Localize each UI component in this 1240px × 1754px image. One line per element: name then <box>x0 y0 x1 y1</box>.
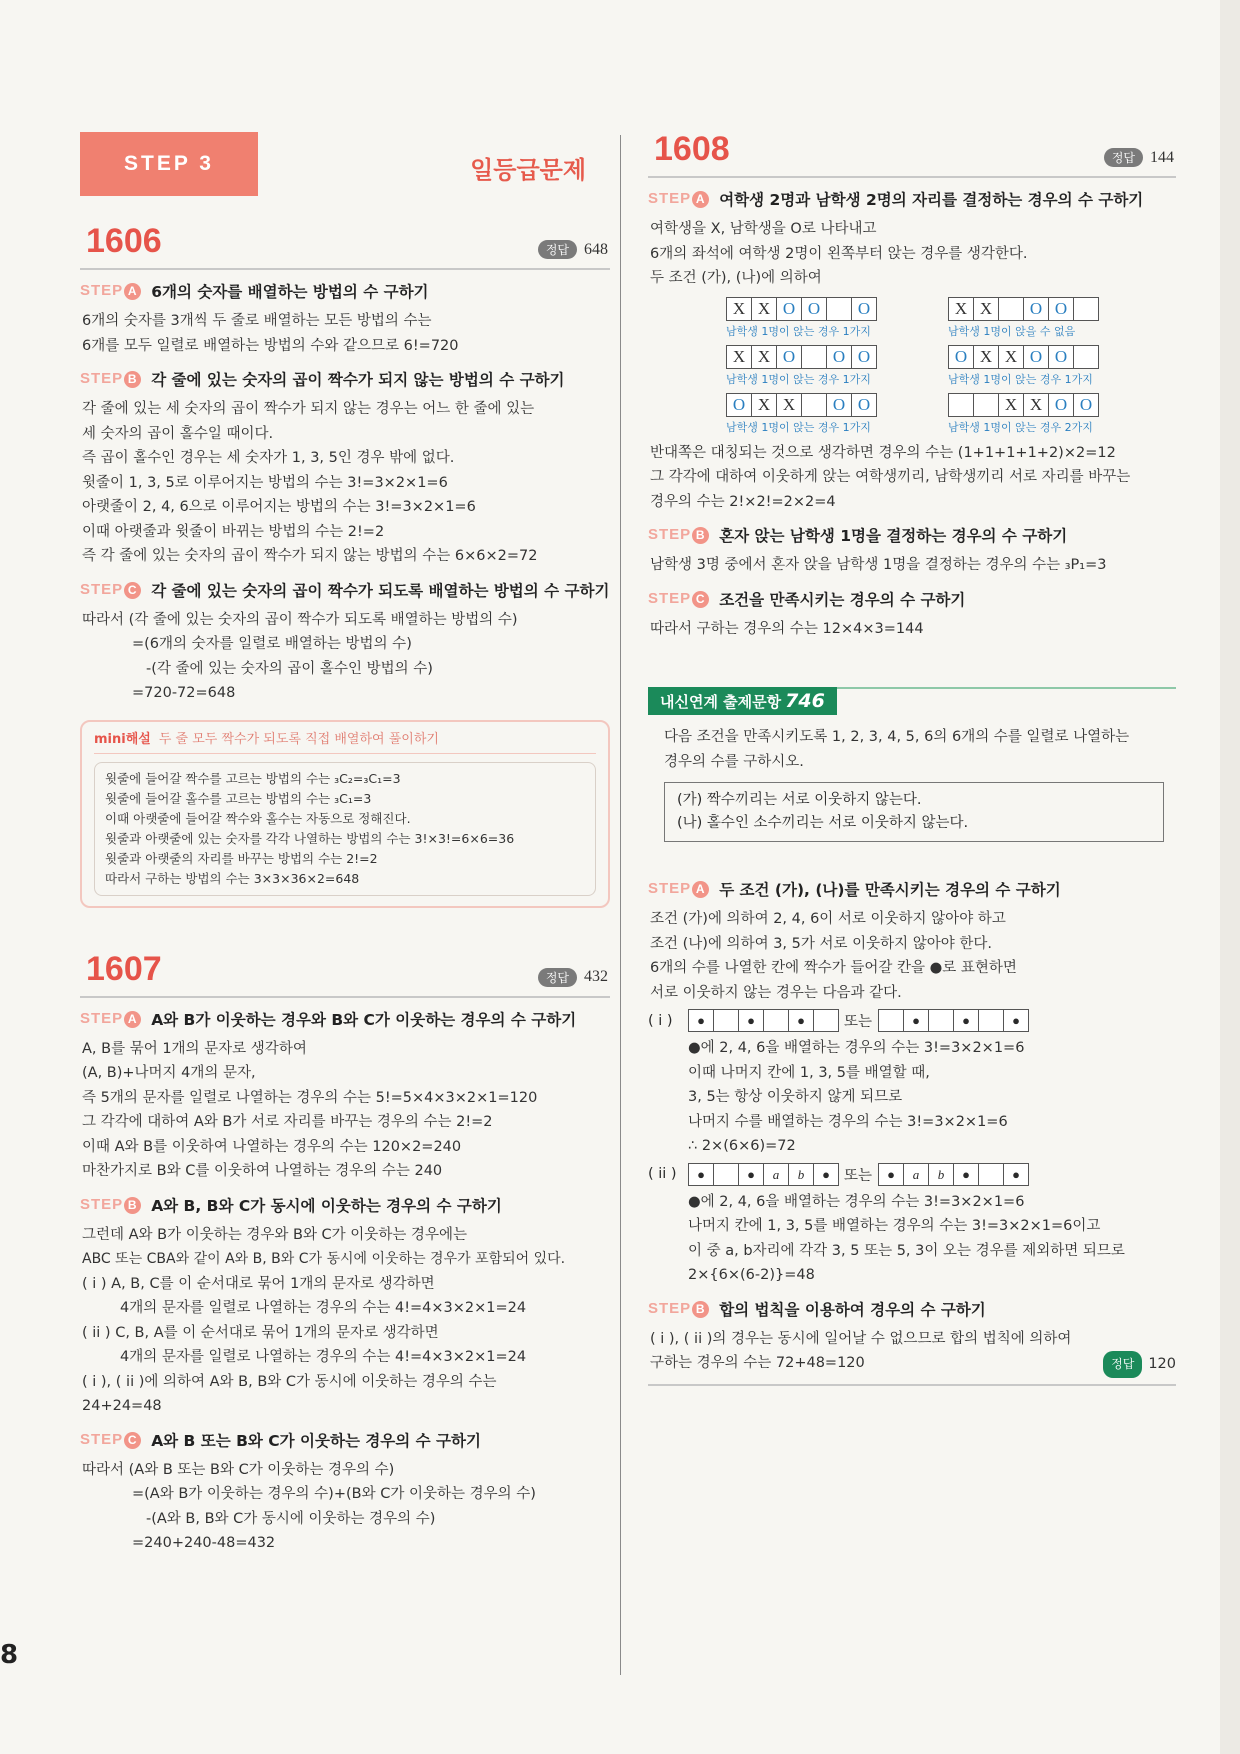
text-line: 마찬가지로 B와 C를 이웃하여 나열하는 경우의 수는 240 <box>82 1163 443 1179</box>
empty-slot <box>713 1009 739 1032</box>
step3-box <box>80 132 258 196</box>
answer-value: 648 <box>584 240 608 258</box>
text-line: 즉 곱이 홀수인 경우는 세 숫자가 1, 3, 5인 경우 밖에 없다. <box>82 450 455 466</box>
seat <box>998 297 1024 321</box>
problem-1608-header <box>648 130 1176 178</box>
or-text: 또는 <box>844 1167 873 1184</box>
answer-pill: 정답 <box>538 968 577 987</box>
seat: X <box>726 297 752 321</box>
text-line: 이때 아랫줄에 들어갈 짝수와 홀수는 자동으로 정해진다. <box>105 810 411 826</box>
problem-number: 1606 <box>86 222 162 260</box>
seat-caption: 남학생 1명이 앉는 경우 1가지 <box>726 324 871 338</box>
condition-box <box>664 782 1164 842</box>
even-slot: ● <box>788 1009 814 1032</box>
step-label: STEP A <box>648 880 715 898</box>
empty-slot <box>928 1009 954 1032</box>
text-line: =(A와 B가 이웃하는 경우의 수)+(B와 C가 이웃하는 경우의 수) <box>132 1486 536 1502</box>
text-line: 24+24=48 <box>82 1398 162 1414</box>
even-slot: ● <box>878 1163 904 1186</box>
step-label: STEP C <box>80 581 147 599</box>
seat: X <box>1023 393 1049 417</box>
answer-pill: 정답 <box>1104 148 1143 167</box>
seat-row <box>948 297 1098 321</box>
step-label: STEP A <box>648 190 715 208</box>
step-label: STEP A <box>80 1010 147 1028</box>
condition-1: (가) 짝수끼리는 서로 이웃하지 않는다. <box>677 792 922 808</box>
text-line: 6개를 모두 일렬로 배열하는 방법의 수와 같으므로 6!=720 <box>82 337 459 354</box>
answer-value: 144 <box>1150 148 1174 166</box>
seat: X <box>998 345 1024 369</box>
naesin-header: 내신연계 출제문항 746 <box>648 687 837 715</box>
seat: O <box>1023 345 1049 369</box>
step-c-heading <box>80 1431 610 1452</box>
step-title: 각 줄에 있는 숫자의 곱이 짝수가 되도록 배열하는 방법의 수 구하기 <box>151 581 610 600</box>
or-text: 또는 <box>844 1014 873 1030</box>
text-line: 서로 이웃하지 않는 경우는 다음과 같다. <box>650 984 902 1001</box>
step-a-heading <box>648 880 1176 901</box>
even-slot: ● <box>953 1163 979 1186</box>
text-line: 윗줄이 1, 3, 5로 이루어지는 방법의 수는 3!=3×2×1=6 <box>82 474 448 491</box>
step-label: STEP A <box>80 282 147 300</box>
page-edge <box>1220 0 1240 1754</box>
seat: X <box>751 345 777 369</box>
naesin-solution <box>648 880 1176 1386</box>
step-label: STEP B <box>648 1300 715 1318</box>
seat <box>1073 345 1099 369</box>
step-b-heading <box>80 1196 610 1217</box>
text-line: 즉 5개의 문자를 일렬로 나열하는 경우의 수는 5!=5×4×3×2×1=120 <box>82 1089 538 1106</box>
text-line: 경우의 수는 2!×2!=2×2=4 <box>650 493 836 510</box>
seat-row <box>948 393 1098 417</box>
step-title: A와 B 또는 B와 C가 이웃하는 경우의 수 구하기 <box>151 1431 481 1450</box>
text-line: 조건 (가)에 의하여 2, 4, 6이 서로 이웃하지 않아야 하고 <box>650 911 1006 927</box>
seat <box>826 297 852 321</box>
step-label: STEP B <box>648 526 715 544</box>
seat: O <box>826 345 852 369</box>
answer-value: 432 <box>584 968 608 985</box>
section-header <box>80 130 610 208</box>
text-line: A, B를 묶어 1개의 문자로 생각하여 <box>82 1040 307 1057</box>
seat <box>801 345 827 369</box>
case-i-diagram <box>648 1009 1176 1032</box>
even-slot: ● <box>688 1163 714 1186</box>
right-column <box>648 130 1176 1386</box>
even-slot: ● <box>953 1009 979 1032</box>
step-title: 혼자 앉는 남학생 1명을 결정하는 경우의 수 구하기 <box>719 527 1068 545</box>
answer-pill: 정답 <box>538 240 577 259</box>
empty-slot <box>878 1009 904 1032</box>
text-line: 따라서 (각 줄에 있는 숫자의 곱이 짝수가 되도록 배열하는 방법의 수) <box>82 611 518 628</box>
seat: X <box>973 345 999 369</box>
section-title: 일등급문제 <box>470 156 586 184</box>
step-a-heading <box>648 190 1176 211</box>
text-line: ( i ), ( ii )에 의하여 A와 B, B와 C가 동시에 이웃하는 경우의 수는 <box>82 1373 497 1390</box>
text-line: 여학생을 X, 남학생을 O로 나타내고 <box>650 221 877 237</box>
text-line: ( i ), ( ii )의 경우는 동시에 일어날 수 없으므로 합의 법칙에 의하여 <box>650 1330 1072 1347</box>
step-c-heading <box>80 581 610 602</box>
slot-a: a <box>763 1163 789 1186</box>
empty-slot <box>763 1009 789 1032</box>
seat <box>801 393 827 417</box>
seat-arrangement <box>948 297 1148 339</box>
text-line: 윗줄과 아랫줄에 있는 숫자를 각각 나열하는 방법의 수는 3!×3!=6×6=36 <box>105 830 515 846</box>
mini-title: 두 줄 모두 짝수가 되도록 직접 배열하여 풀이하기 <box>158 731 439 747</box>
seat-row <box>948 345 1098 369</box>
even-slot: ● <box>1003 1163 1029 1186</box>
seat-arrangement <box>948 393 1148 435</box>
case-ii-diagram <box>648 1163 1176 1186</box>
seat: X <box>751 297 777 321</box>
problem-number: 1608 <box>654 130 730 168</box>
problem-number: 1607 <box>86 949 162 988</box>
case-label: ( i ) <box>648 1012 673 1029</box>
even-slot: ● <box>688 1009 714 1032</box>
problem-1607-header <box>80 950 610 998</box>
step-label: STEP B <box>80 1196 147 1214</box>
mini-explanation <box>80 720 610 908</box>
step-title: 합의 법칙을 이용하여 경우의 수 구하기 <box>719 1300 986 1319</box>
text-line: 2×{6×(6-2)}=48 <box>688 1267 815 1283</box>
text-line: 그런데 A와 B가 이웃하는 경우와 B와 C가 이웃하는 경우에는 <box>82 1226 467 1243</box>
text-line: 그 각각에 대하여 이웃하게 앉는 여학생끼리, 남학생끼리 서로 자리를 바꾸는 <box>650 469 1131 485</box>
text-line: ABC 또는 CBA와 같이 A와 B, B와 C가 동시에 이웃하는 경우가 포함되어 있다. <box>82 1251 566 1267</box>
left-column <box>80 130 610 1556</box>
text-line: 두 조건 (가), (나)에 의하여 <box>650 270 822 286</box>
arrangement-bar <box>688 1009 838 1032</box>
text-line: 남학생 3명 중에서 혼자 앉을 남학생 1명을 결정하는 경우의 수는 ₃P₁=3 <box>650 557 1107 573</box>
seat: X <box>776 393 802 417</box>
seat: O <box>948 345 974 369</box>
step-title: 두 조건 (가), (나)를 만족시키는 경우의 수 구하기 <box>719 881 1061 899</box>
seat: O <box>1048 393 1074 417</box>
answer-badge <box>538 240 608 259</box>
seat <box>1073 297 1099 321</box>
step-title: A와 B, B와 C가 동시에 이웃하는 경우의 수 구하기 <box>151 1196 502 1215</box>
seat: X <box>973 297 999 321</box>
empty-slot <box>713 1163 739 1186</box>
text-line: =720-72=648 <box>132 685 236 701</box>
slot-b: b <box>788 1163 814 1186</box>
text-line: 이때 A와 B를 이웃하여 나열하는 경우의 수는 120×2=240 <box>82 1138 462 1155</box>
seat-arrangement <box>726 345 926 387</box>
seat-caption: 남학생 1명이 앉는 경우 1가지 <box>948 372 1093 386</box>
step-a-heading <box>80 1010 610 1031</box>
arrangement-bar <box>878 1009 1028 1032</box>
seat-arrangement <box>948 345 1148 387</box>
step-b-heading <box>80 370 610 391</box>
text-line: 6개의 숫자를 3개씩 두 줄로 배열하는 모든 방법의 수는 <box>82 313 432 329</box>
seat-caption: 남학생 1명이 앉는 경우 2가지 <box>948 420 1093 434</box>
seat: O <box>851 393 877 417</box>
even-slot: ● <box>903 1009 929 1032</box>
text-line: =(6개의 숫자를 일렬로 배열하는 방법의 수) <box>132 636 412 652</box>
text-line: ●에 2, 4, 6을 배열하는 경우의 수는 3!=3×2×1=6 <box>688 1193 1025 1210</box>
seat: O <box>1048 345 1074 369</box>
seat-caption: 남학생 1명이 앉는 경우 1가지 <box>726 420 871 434</box>
seat: O <box>776 345 802 369</box>
step-title: 조건을 만족시키는 경우의 수 구하기 <box>719 590 966 609</box>
text-line: 그 각각에 대하여 A와 B가 서로 자리를 바꾸는 경우의 수는 2!=2 <box>82 1114 493 1130</box>
seat-caption: 남학생 1명이 앉을 수 없음 <box>948 324 1076 338</box>
answer-value: 120 <box>1148 1356 1176 1372</box>
divider <box>648 1384 1176 1386</box>
step3-label: STEP 3 <box>124 152 214 175</box>
text-line: 아랫줄이 2, 4, 6으로 이루어지는 방법의 수는 3!=3×2×1=6 <box>82 499 476 515</box>
text-line: 각 줄에 있는 세 숫자의 곱이 짝수가 되지 않는 경우는 어느 한 줄에 있는 <box>82 401 535 417</box>
answer-badge <box>538 968 608 987</box>
seat: O <box>851 297 877 321</box>
text-line: -(A와 B, B와 C가 동시에 이웃하는 경우의 수) <box>146 1510 436 1527</box>
step-label: STEP B <box>80 370 147 388</box>
final-answer-line <box>650 1351 1176 1378</box>
text-line: 이때 나머지 칸에 1, 3, 5를 배열할 때, <box>688 1064 930 1081</box>
column-divider <box>620 135 621 1675</box>
text-line: 나머지 수를 배열하는 경우의 수는 3!=3×2×1=6 <box>688 1113 1008 1130</box>
seat: O <box>801 297 827 321</box>
answer-pill: 정답 <box>1103 1351 1142 1378</box>
text-line: 윗줄과 아랫줄의 자리를 바꾸는 방법의 수는 2!=2 <box>105 850 378 866</box>
case-label: ( ii ) <box>648 1166 677 1182</box>
step-title: A와 B가 이웃하는 경우와 B와 C가 이웃하는 경우의 수 구하기 <box>151 1010 577 1029</box>
text-line: 따라서 구하는 경우의 수는 12×4×3=144 <box>650 620 924 637</box>
even-slot: ● <box>813 1163 839 1186</box>
seat: O <box>1073 393 1099 417</box>
text-line: 조건 (나)에 의하여 3, 5가 서로 이웃하지 않아야 한다. <box>650 935 992 952</box>
text-line: 윗줄에 들어갈 짝수를 고르는 방법의 수는 ₃C₂=₃C₁=3 <box>105 770 401 786</box>
even-slot: ● <box>738 1009 764 1032</box>
text-line: 구하는 경우의 수는 72+48=120 <box>650 1355 865 1371</box>
text-line: 이때 아랫줄과 윗줄이 바뀌는 방법의 수는 2!=2 <box>82 523 385 540</box>
naesin-section <box>648 687 1176 842</box>
seat-row <box>726 393 876 417</box>
text-line: ( i ) A, B, C를 이 순서대로 묶어 1개의 문자로 생각하면 <box>82 1275 435 1292</box>
even-slot: ● <box>738 1163 764 1186</box>
text-line: 따라서 구하는 방법의 수는 3×3×36×2=648 <box>105 870 360 886</box>
seat-grid <box>726 297 1176 435</box>
text-line: 4개의 문자를 일렬로 나열하는 경우의 수는 4!=4×3×2×1=24 <box>120 1300 527 1316</box>
text-line: 반대쪽은 대칭되는 것으로 생각하면 경우의 수는 (1+1+1+1+2)×2=12 <box>650 444 1116 461</box>
condition-2: (나) 홀수인 소수끼리는 서로 이웃하지 않는다. <box>677 815 969 831</box>
seat: O <box>851 345 877 369</box>
text-line: ∴ 2×(6×6)=72 <box>688 1138 796 1154</box>
seat: O <box>826 393 852 417</box>
text-line: 3, 5는 항상 이웃하지 않게 되므로 <box>688 1089 903 1105</box>
seat <box>973 393 999 417</box>
arrangement-bar <box>878 1163 1028 1186</box>
empty-slot <box>978 1009 1004 1032</box>
seat-caption: 남학생 1명이 앉는 경우 1가지 <box>726 372 871 386</box>
seat: O <box>1023 297 1049 321</box>
text-line: 즉 각 줄에 있는 숫자의 곱이 짝수가 되지 않는 방법의 수는 6×6×2=72 <box>82 548 538 564</box>
even-slot: ● <box>1003 1009 1029 1032</box>
answer-badge <box>1103 1351 1176 1378</box>
text-line: 6개의 좌석에 여학생 2명이 왼쪽부터 앉는 경우를 생각한다. <box>650 245 1028 262</box>
answer-badge <box>1104 148 1174 167</box>
step-title: 각 줄에 있는 숫자의 곱이 짝수가 되지 않는 방법의 수 구하기 <box>151 371 565 389</box>
text-line: 세 숫자의 곱이 홀수일 때이다. <box>82 425 274 442</box>
step-title: 6개의 숫자를 배열하는 방법의 수 구하기 <box>151 283 429 301</box>
text-line: ( ii ) C, B, A를 이 순서대로 묶어 1개의 문자로 생각하면 <box>82 1324 439 1341</box>
text-line: 6개의 수를 나열한 칸에 짝수가 들어갈 칸을 ●로 표현하면 <box>650 960 1017 976</box>
seat: X <box>751 393 777 417</box>
text-line: 따라서 (A와 B 또는 B와 C가 이웃하는 경우의 수) <box>82 1461 395 1478</box>
seat-row <box>726 297 876 321</box>
step-b-heading <box>648 526 1176 547</box>
mini-body <box>94 762 596 896</box>
page-number: 8 <box>0 1640 19 1670</box>
text-line: 4개의 문자를 일렬로 나열하는 경우의 수는 4!=4×3×2×1=24 <box>120 1349 527 1365</box>
step-a-heading <box>80 282 610 303</box>
text-line: 이 중 a, b자리에 각각 3, 5 또는 5, 3이 오는 경우를 제외하면 되므로 <box>688 1242 1125 1259</box>
seat: O <box>726 393 752 417</box>
question-line: 다음 조건을 만족시키도록 1, 2, 3, 4, 5, 6의 6개의 수를 일렬로 나열하는 <box>664 729 1130 745</box>
naesin-number: 746 <box>785 690 825 712</box>
seat: O <box>1048 297 1074 321</box>
empty-slot <box>813 1009 839 1032</box>
text-line: -(각 줄에 있는 숫자의 곱이 홀수인 방법의 수) <box>146 660 433 677</box>
text-line: =240+240-48=432 <box>132 1535 276 1551</box>
seat-arrangement <box>726 297 926 339</box>
problem-1606-header <box>80 222 610 270</box>
seat: X <box>998 393 1024 417</box>
text-line: 윗줄에 들어갈 홀수를 고르는 방법의 수는 ₃C₁=3 <box>105 790 372 806</box>
seat <box>948 393 974 417</box>
slot-a: a <box>903 1163 929 1186</box>
step-label: STEP C <box>80 1431 147 1449</box>
text-line: ●에 2, 4, 6을 배열하는 경우의 수는 3!=3×2×1=6 <box>688 1040 1025 1056</box>
empty-slot <box>978 1163 1004 1186</box>
mini-header <box>94 728 596 754</box>
seat-row <box>726 345 876 369</box>
seat: X <box>948 297 974 321</box>
step-b-heading <box>648 1300 1176 1321</box>
step-label: STEP C <box>648 590 715 608</box>
arrangement-bar <box>688 1163 838 1186</box>
step-c-heading <box>648 590 1176 611</box>
mini-label: mini해설 <box>94 731 151 747</box>
step-title: 여학생 2명과 남학생 2명의 자리를 결정하는 경우의 수 구하기 <box>719 191 1144 209</box>
slot-b: b <box>928 1163 954 1186</box>
text-line: (A, B)+나머지 4개의 문자, <box>82 1065 256 1081</box>
seat: O <box>776 297 802 321</box>
text-line: 나머지 칸에 1, 3, 5를 배열하는 경우의 수는 3!=3×2×1=6이고 <box>688 1218 1101 1234</box>
seat: X <box>726 345 752 369</box>
seat-arrangement <box>726 393 926 435</box>
question-line: 경우의 수를 구하시오. <box>664 753 804 770</box>
